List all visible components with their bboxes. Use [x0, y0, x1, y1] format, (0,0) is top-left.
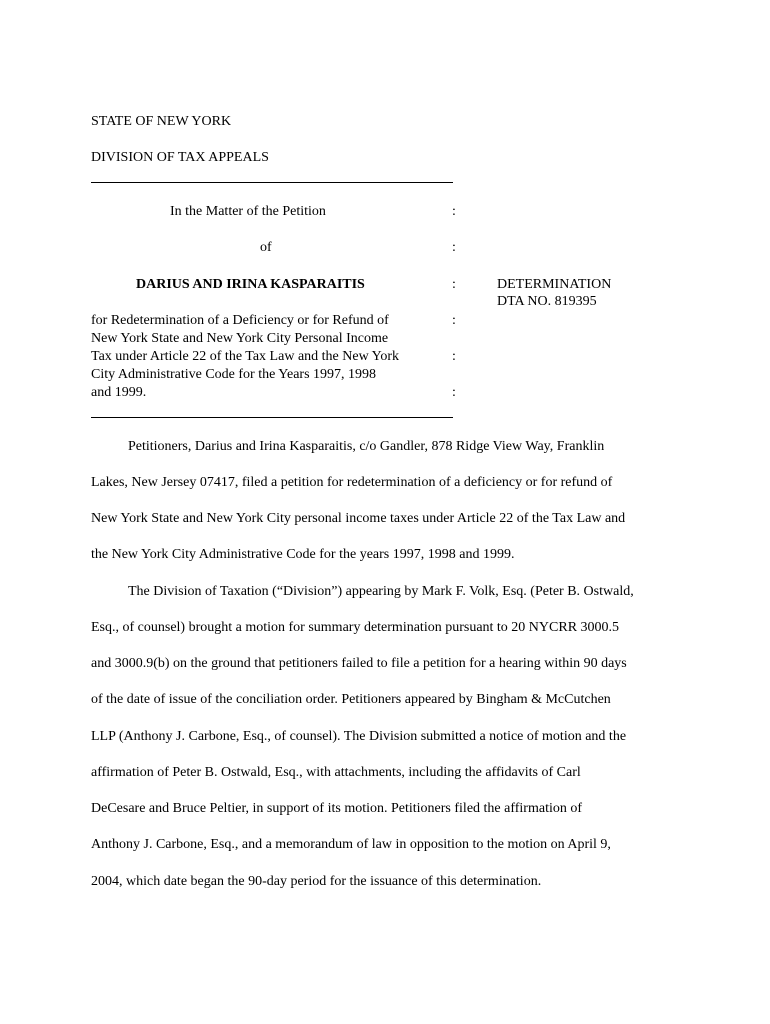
of-line: of — [260, 240, 272, 255]
petitioners-name: DARIUS AND IRINA KASPARAITIS — [136, 277, 365, 292]
paragraph2-line: and 3000.9(b) on the ground that petitioners failed to file a petition for a hearing within 90 days — [91, 656, 627, 671]
caption-colon: : — [452, 349, 456, 364]
paragraph1-line: the New York City Administrative Code for the years 1997, 1998 and 1999. — [91, 547, 515, 562]
caption-top-rule — [91, 182, 453, 183]
paragraph2-line: 2004, which date began the 90-day period for the issuance of this determination. — [91, 874, 542, 889]
paragraph2-line: DeCesare and Bruce Peltier, in support of its motion. Petitioners filed the affirmation of — [91, 801, 583, 816]
division-heading: DIVISION OF TAX APPEALS — [91, 150, 269, 165]
paragraph2-line: affirmation of Peter B. Ostwald, Esq., with attachments, including the affidavits of Carl — [91, 765, 581, 780]
determination-label: DETERMINATION — [497, 277, 612, 292]
purpose-line: New York State and New York City Personal Income — [91, 331, 389, 346]
purpose-line: for Redetermination of a Deficiency or for Refund of — [91, 313, 389, 328]
caption-colon: : — [452, 385, 456, 400]
purpose-line: City Administrative Code for the Years 1997, 1998 — [91, 367, 377, 382]
paragraph2-line: LLP (Anthony J. Carbone, Esq., of counsel). The Division submitted a notice of motion and the — [91, 729, 627, 744]
paragraph2-line: Esq., of counsel) brought a motion for summary determination pursuant to 20 NYCRR 3000.5 — [91, 620, 620, 635]
paragraph2-line: of the date of issue of the conciliation order. Petitioners appeared by Bingham & McCutchen — [91, 692, 611, 707]
caption-colon: : — [452, 277, 456, 292]
caption-bottom-rule — [91, 417, 453, 418]
paragraph1-line: Lakes, New Jersey 07417, filed a petition for redetermination of a deficiency or for refund of — [91, 475, 613, 490]
matter-line: In the Matter of the Petition — [170, 204, 326, 219]
paragraph2-line: The Division of Taxation (“Division”) appearing by Mark F. Volk, Esq. (Peter B. Ostwald, — [128, 584, 634, 599]
state-heading: STATE OF NEW YORK — [91, 114, 232, 129]
caption-colon: : — [452, 204, 456, 219]
paragraph2-line: Anthony J. Carbone, Esq., and a memorandum of law in opposition to the motion on April 9, — [91, 837, 611, 852]
purpose-line: Tax under Article 22 of the Tax Law and the New York — [91, 349, 400, 364]
caption-colon: : — [452, 313, 456, 328]
paragraph1-line: New York State and New York City personal income taxes under Article 22 of the Tax Law and — [91, 511, 626, 526]
purpose-line: and 1999. — [91, 385, 147, 400]
dta-number: DTA NO. 819395 — [497, 294, 597, 309]
paragraph1-line: Petitioners, Darius and Irina Kasparaitis, c/o Gandler, 878 Ridge View Way, Franklin — [128, 439, 605, 454]
caption-colon: : — [452, 240, 456, 255]
